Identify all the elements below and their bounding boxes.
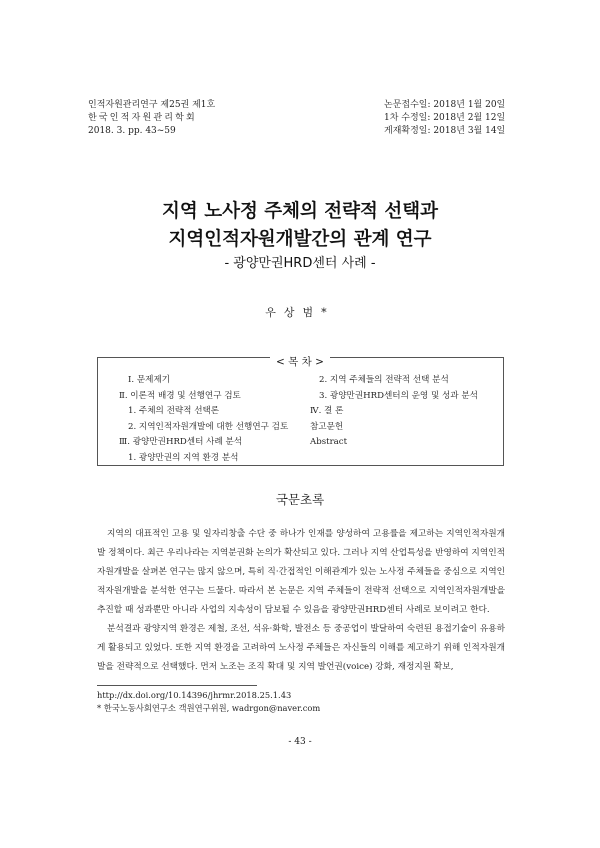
journal-info [88,99,215,138]
toc-item: 3. 광양만권HRD센터의 운영 및 성과 분석 [319,390,478,401]
toc-item: Ⅳ. 결 론 [310,406,344,417]
journal-name: 인적자원관리연구 제25권 제1호 [88,100,216,110]
toc-item: 참고문헌 [310,421,344,432]
toc-left-column [119,373,288,467]
abstract-heading: 국문초록 [275,492,325,507]
toc-item: 1. 주체의 전략적 선택론 [128,406,220,417]
footnote-divider [97,685,257,686]
submission-dates [384,99,505,138]
society-name: 한국인적자원관리학회 [88,113,197,123]
author-affiliation: * 한국노동사회연구소 객원연구위원, wadrgon@naver.com [97,702,321,713]
toc-item: 2. 지역 주체들의 전략적 선택 분석 [319,375,449,385]
accepted-date: 게재확정일: 2018년 3월 14일 [384,126,506,136]
page-number: - 43 - [288,737,312,747]
toc-heading-text: < 목 차 > [270,356,330,368]
subtitle: - 광양만권HRD센터 사례 - [224,256,376,271]
toc-item: 2. 지역인적자원개발에 대한 선행연구 검토 [128,421,289,432]
toc-right-column [310,373,478,451]
received-date: 논문접수일: 2018년 1월 20일 [384,100,506,110]
abstract-body [97,525,505,677]
title-line-1: 지역 노사정 주체의 전략적 선택과 [162,201,438,222]
toc-item: Ⅱ. 이론적 배경 및 선행연구 검토 [119,390,241,401]
abstract-paragraph-1: 지역의 대표적인 고용 및 일자리창출 수단 중 하나가 인재를 양성하여 고용률을 제고하는 지역인적자원개발 정책이다. 최근 우리나라는 지역분권화 논의가 확산되고 있다. 그러나 지역 산업특성을 반영하여 지역인적자원개발을 살펴본 연구는 많지 않으며, 특히 직·간접적인 이해관계가 있는 노사정 주체들을 중심으로 지역인적자원개발을 분석한 연구는 드물다. 따라서 본 논문은 지역 주체들이 전략적 선택으로 지역인적자원개발을 추진할 때 성과뿐만 아니라 사업의 지속성이 담보될 수 있음을 광양만권HRD센터 사례로 보이려고 한다. [97,529,505,615]
doi-link[interactable]: http://dx.doi.org/10.14396/jhrmr.2018.25.1.43 [97,690,292,700]
toc-item: Abstract [310,437,348,448]
toc-heading [0,350,600,369]
issue-pages: 2018. 3. pp. 43~59 [88,126,176,136]
revised-date: 1차 수정일: 2018년 2월 12일 [384,113,506,123]
footnotes [97,689,320,714]
title-line-2: 지역인적자원개발간의 관계 연구 [168,229,432,250]
author-name: 우상범* [265,306,335,319]
toc-item: Ⅰ. 문제제기 [128,375,171,385]
abstract-paragraph-2: 분석결과 광양지역 환경은 제철, 조선, 석유·화학, 발전소 등 중공업이 발달하여 숙련된 용접기술이 유용하게 활용되고 있었다. 또한 지역 환경을 고려하여 노사정 주체들은 자신들의 이해를 제고하기 위해 인적자원개발을 전략적으로 선택했다. 먼저 노조는 조직 확대 및 지역 발언권(voice) 강화, 재정지원 확보, [97,624,505,672]
toc-item: Ⅲ. 광양만권HRD센터 사례 분석 [119,437,243,448]
toc-item: 1. 광양만권의 지역 환경 분석 [128,452,239,463]
